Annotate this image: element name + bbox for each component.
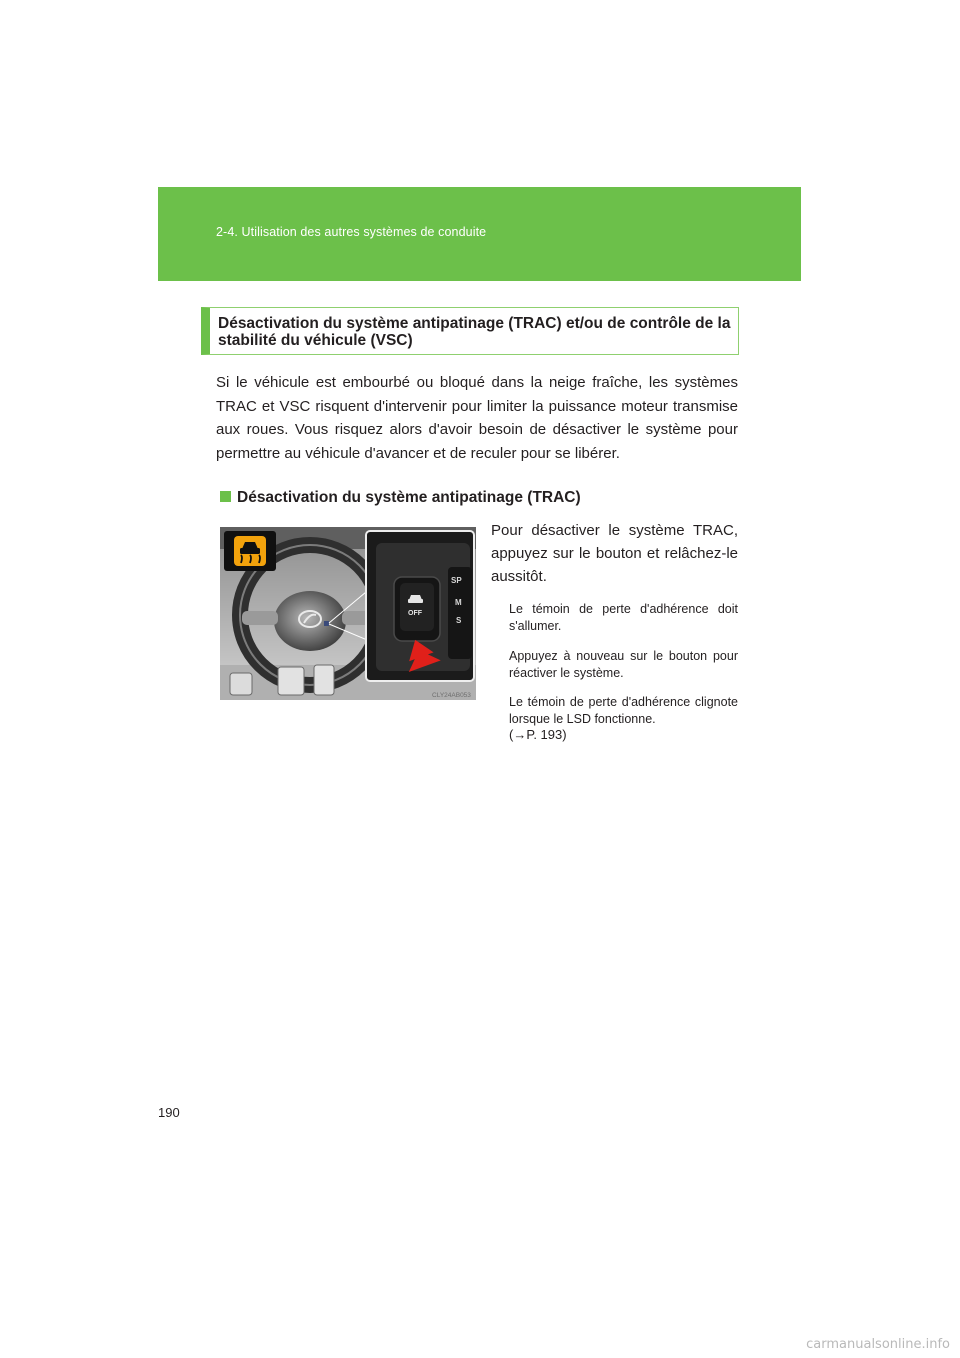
figure-code: CLY24AB053 xyxy=(432,692,471,699)
step-instruction: Pour désactiver le système TRAC, appuyez sur le bouton et relâchez-le aussitôt. xyxy=(491,522,738,585)
slip-indicator-icon xyxy=(224,531,276,571)
button-inset xyxy=(366,531,474,681)
section-intro: Si le véhicule est embourbé ou bloqué dans la neige fraîche, les systèmes TRAC et VSC risquent d'intervenir pour limiter la puissance moteur transmise aux roues. Vous risquez alors d'avoir besoin de désactiver le système pour permettre au véhicule d'avancer et de reculer pour se libérer. xyxy=(216,374,738,462)
subsection-heading-text: Désactivation du système antipatinage (TRAC) xyxy=(237,489,581,506)
page-number: 190 xyxy=(158,1105,180,1120)
note-indicator-on: Le témoin de perte d'adhérence doit s'allumer. xyxy=(509,602,738,633)
note-reactivate: Appuyez à nouveau sur le bouton pour réactiver le système. xyxy=(509,649,738,680)
subsection-heading xyxy=(220,489,581,507)
note-lsd-blink: Le témoin de perte d'adhérence clignote lorsque le LSD fonctionne. xyxy=(509,695,738,726)
section-title: Désactivation du système antipatinage (TRAC) et/ou de contrôle de la stabilité du véhicule (VSC) xyxy=(218,315,731,349)
dashboard-photo xyxy=(220,527,476,700)
chapter-title: 2-4. Utilisation des autres systèmes de conduite xyxy=(216,225,487,239)
section-heading-box xyxy=(201,307,739,355)
watermark: carmanualsonline.info xyxy=(806,1337,950,1352)
page-reference: (→P. 193) xyxy=(509,727,567,742)
chapter-header xyxy=(158,187,801,281)
bullet-square-icon xyxy=(220,491,231,502)
trac-off-button-label: OFF xyxy=(408,610,422,617)
side-label-s: S xyxy=(456,616,462,625)
side-label-m: M xyxy=(455,598,462,607)
side-label-sp: SP xyxy=(451,576,462,585)
